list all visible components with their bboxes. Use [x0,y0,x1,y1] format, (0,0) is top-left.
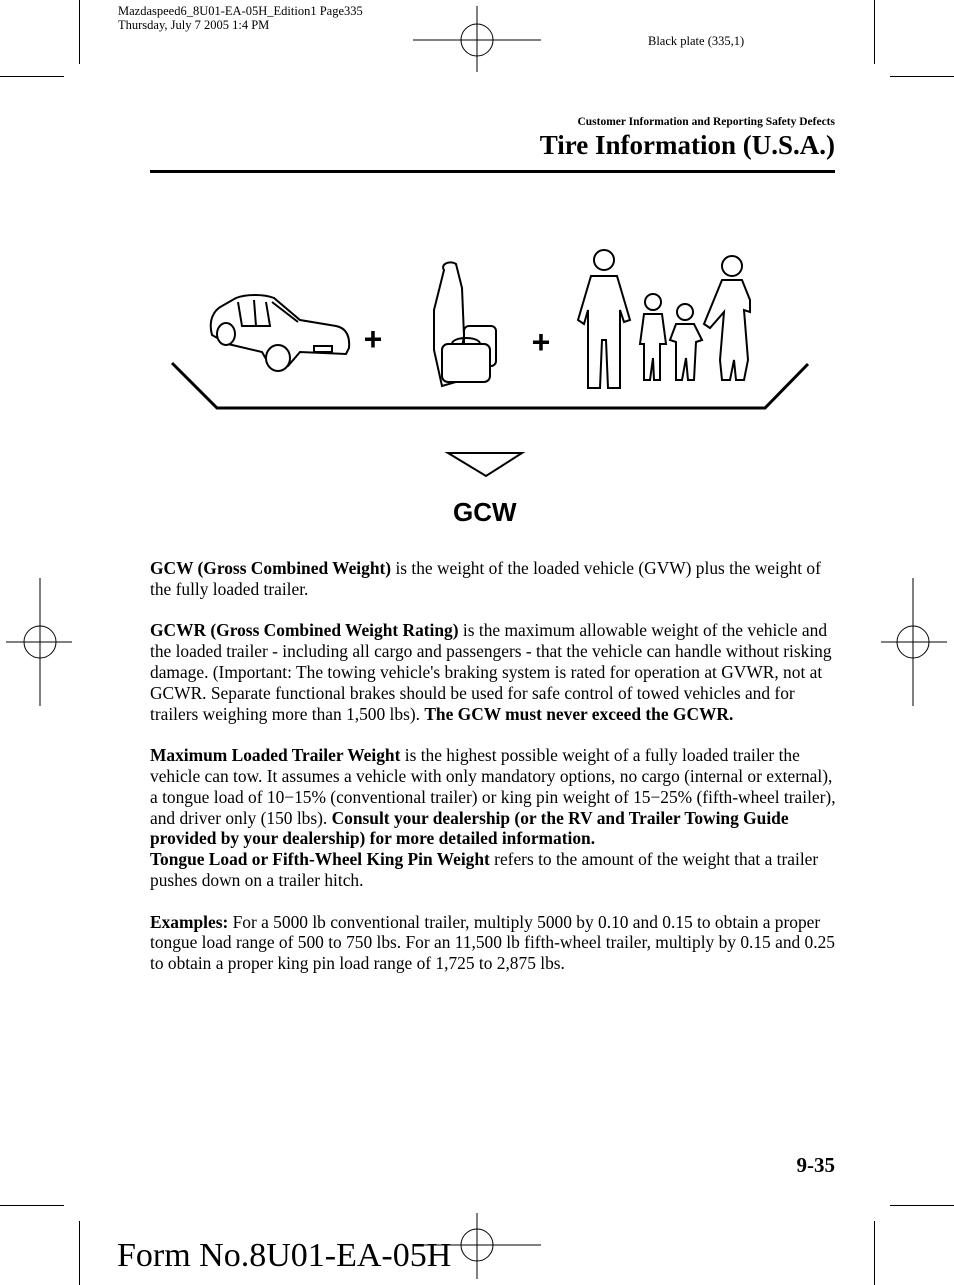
paragraph-trailer-weight: Maximum Loaded Trailer Weight is the highest possible weight of a fully loaded trailer the vehicle can tow. It assumes a vehicle with only mandatory options, no cargo (internal or external), a tongue load of 10−15% (conventional trailer) or king pin weight of 15−25% (fifth-wheel trailer), and driver only (150 lbs). Consult your dealership (or the RV and Trailer Towing Guide provided by your dealership) for more detailed information. Tongue Load or Fifth-Wheel King Pin Weight refers to the amount of the weight that a trailer pushes down on a trailer hitch. [150,745,836,890]
body-text [150,558,840,995]
gcw-illustration [150,240,820,480]
paragraph-gcw: GCW (Gross Combined Weight) is the weight of the loaded vehicle (GVW) plus the weight of the fully loaded trailer. [150,558,821,599]
plus-sign-1: + [363,321,383,357]
page-number: 9-35 [796,1153,835,1177]
form-number: Form No.8U01-EA-05H [117,1237,452,1274]
title-rule [150,170,835,173]
paragraph-gcwr: GCWR (Gross Combined Weight Rating) is the maximum allowable weight of the vehicle and the loaded trailer - including all cargo and passengers - that the vehicle can handle without risking damage. (Important: The towing vehicle's braking system is rated for operation at GVWR, not at GCWR. Separate functional brakes should be used for safe control of towed vehicles and for trailers weighing more than 1,500 lbs). The GCW must never exceed the GCWR. [150,620,832,724]
car-icon [211,295,349,371]
print-info-line1: Mazdaspeed6_8U01-EA-05H_Edition1 Page335 [118,4,363,18]
plate-label: Black plate (335,1) [648,34,745,48]
term-examples: Examples: [150,911,229,932]
section-label: Customer Information and Reporting Safety Defects [577,116,835,128]
dealership-note: Consult your dealership (or the RV and Trailer Towing Guide provided by your dealership) for more detailed information. [150,807,789,849]
down-arrow-icon [448,453,522,476]
print-info-line2: Thursday, July 7 2005 1:4 PM [118,18,270,32]
gcwr-warning: The GCW must never exceed the GCWR. [424,703,734,724]
family-icon [578,250,750,388]
plus-sign-2: + [531,324,551,360]
term-gcwr: GCWR (Gross Combined Weight Rating) [150,620,459,641]
term-max-trailer-weight: Maximum Loaded Trailer Weight [150,745,401,766]
gcw-label: GCW [453,497,517,527]
paragraph-examples: Examples: For a 5000 lb conventional trailer, multiply 5000 by 0.10 and 0.15 to obtain a proper tongue load range of 500 to 750 lbs. For an 11,500 lb fifth-wheel trailer, multiply by 0.15 and 0.25 to obtain a proper king pin load range of 1,725 to 2,875 lbs. [150,911,835,974]
term-tongue-load: Tongue Load or Fifth-Wheel King Pin Weight [150,849,490,870]
page-title: Tire Information (U.S.A.) [539,130,835,160]
print-info [118,4,363,32]
luggage-icon [434,262,496,386]
term-gcw: GCW (Gross Combined Weight) [150,558,392,578]
